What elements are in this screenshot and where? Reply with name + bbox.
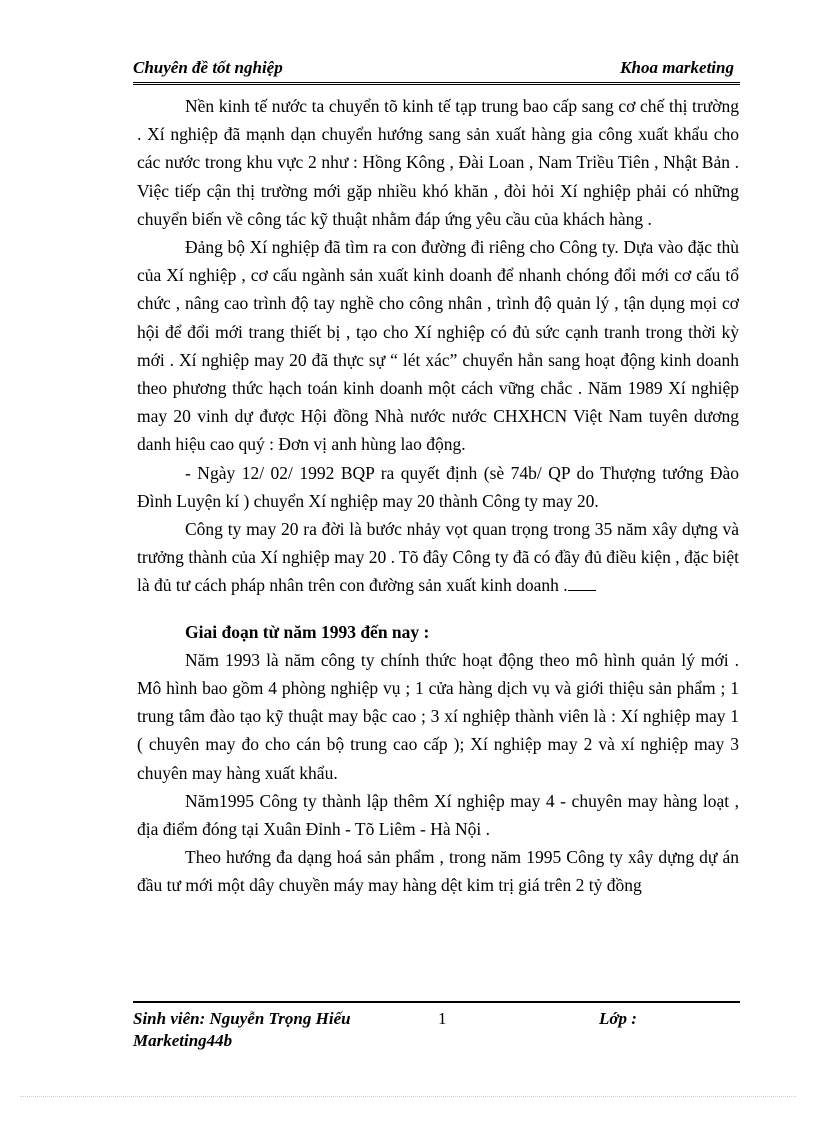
- paragraph: [137, 515, 739, 600]
- footer-divider: [133, 1001, 740, 1003]
- paragraph-text: Công ty may 20 ra đời là bước nhảy vọt quan trọng trong 35 năm xây dựng và trưởng thành của Xí nghiệp may 20 . Tõ đây Công ty đã có đầy đủ điều kiện , đặc biệt là đủ tư cách pháp nhân trên con đường sản xuất kinh doanh .: [137, 519, 739, 596]
- footer-student: [133, 1008, 393, 1052]
- document-body: [137, 92, 739, 900]
- paragraph: - Ngày 12/ 02/ 1992 BQP ra quyết định (sè 74b/ QP do Thượng tướng Đào Đình Luyện kí ) chuyển Xí nghiệp may 20 thành Công ty may 20.: [137, 462, 739, 511]
- paragraph: Năm1995 Công ty thành lập thêm Xí nghiệp may 4 - chuyên may hàng loạt , địa điểm đóng tại Xuân Đỉnh - Tõ Liêm - Hà Nội .: [137, 790, 739, 840]
- blank-underline: [568, 576, 596, 591]
- footer-class-label: Lớp :: [599, 1009, 637, 1028]
- paragraph: Theo hướng đa dạng hoá sản phẩm , trong năm 1995 Công ty xây dựng dự án đầu tư mới một dây chuyền máy may hàng dệt kim trị giá trên 2 tỷ đồng: [137, 847, 739, 896]
- page-header: [133, 58, 740, 85]
- page-edge-divider: [20, 1096, 796, 1097]
- student-name: Sinh viên: Nguyễn Trọng Hiếu: [133, 1009, 351, 1028]
- section-subheading: Giai đoạn từ năm 1993 đến nay :: [185, 621, 430, 642]
- paragraph: Đảng bộ Xí nghiệp đã tìm ra con đường đi riêng cho Công ty. Dựa vào đặc thù của Xí nghiệp , cơ cấu ngành sản xuất kinh doanh để nhanh chóng đổi mới cơ cấu tổ chức , nâng cao trình độ tay nghề cho công nhân , trình độ quản lý , tận dụng mọi cơ hội để đổi mới trang thiết bị , tạo cho Xí nghiệp có đủ sức cạnh tranh trong thời kỳ mới . Xí nghiệp may 20 đã thực sự “ lét xác” chuyển hẳn sang hoạt động kinh doanh theo phương thức hạch toán kinh doanh một cách vững chắc . Năm 1989 Xí nghiệp may 20 vinh dự được Hội đồng Nhà nước nước CHXHCN Việt Nam tuyên dương danh hiệu cao quý : Đơn vị anh hùng lao động.: [137, 237, 739, 455]
- paragraph: Năm 1993 là năm công ty chính thức hoạt động theo mô hình quản lý mới . Mô hình bao gồm 4 phòng nghiệp vụ ; 1 cửa hàng dịch vụ và giới thiệu sản phẩm ; 1 trung tâm đào tạo kỹ thuật may bậc cao ; 3 xí nghiệp thành viên là : Xí nghiệp may 1 ( chuyên may đo cho cán bộ trung cao cấp ); Xí nghiệp may 2 và xí nghiệp may 3 chuyên may hàng xuất khẩu.: [137, 649, 739, 783]
- student-class-code: Marketing44b: [133, 1031, 233, 1050]
- paragraph: Nền kinh tế nước ta chuyển tõ kinh tế tạp trung bao cấp sang cơ chế thị trường . Xí nghiệp đã mạnh dạn chuyển hướng sang sản xuất hàng gia công xuất khẩu cho các nước trong khu vực 2 như : Hồng Kông , Đài Loan , Nam Triều Tiên , Nhật Bản . Việc tiếp cận thị trường mới gặp nhiều khó khăn , đòi hỏi Xí nghiệp phải có những chuyển biến về công tác kỹ thuật nhằm đáp ứng yêu cầu của khách hàng .: [137, 96, 739, 229]
- page-number: 1: [438, 1009, 447, 1028]
- header-thesis-title: Chuyên đề tốt nghiệp: [133, 58, 283, 77]
- header-faculty: Khoa marketing: [620, 58, 734, 77]
